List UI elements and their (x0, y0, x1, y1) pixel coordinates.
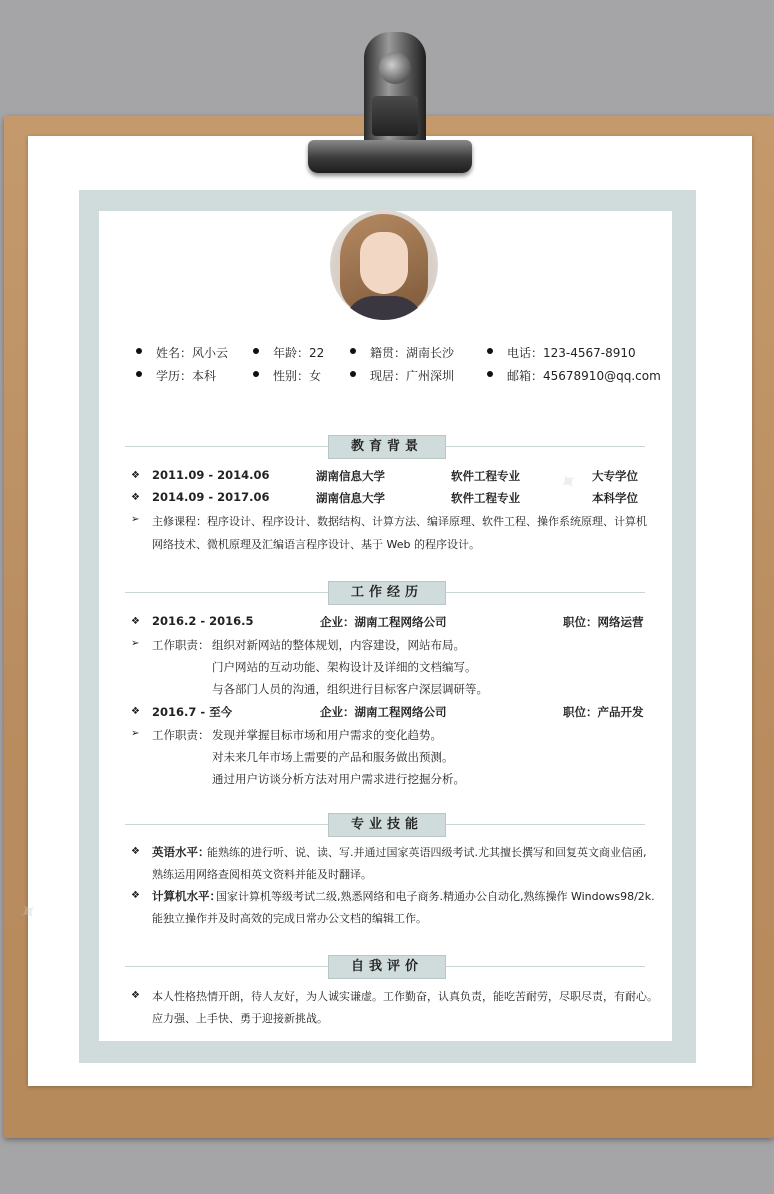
arrow-bullet-icon: ➢ (131, 638, 140, 649)
skill-english-label: 英语水平： (152, 845, 210, 859)
binder-clip-lever (372, 96, 418, 136)
edu-school: 湖南信息大学 (316, 469, 385, 483)
info-residence: 现居：广州深圳 (370, 367, 454, 384)
skill-english-text: 熟练运用网络查阅相英文资料并能及时翻译。 (152, 868, 372, 881)
edu-courses: 主修课程：程序设计、程序设计、数据结构、计算方法、编译原理、软件工程、操作系统原理、计算机 (152, 515, 647, 528)
section-title-skills: 专业技能 (328, 813, 446, 837)
diamond-bullet-icon: ❖ (131, 492, 140, 503)
info-gender: 性别：女 (273, 367, 321, 384)
info-email: 邮箱：45678910@qq.com (507, 367, 661, 384)
job-duty: 门户网站的互动功能、架构设计及详细的文档编写。 (212, 660, 477, 674)
watermark: ✦ (554, 466, 584, 499)
self-eval-text: 本人性格热情开朗，待人友好，为人诚实谦虚。工作勤奋，认真负责，能吃苦耐劳，尽职尽责，有耐心。 (152, 990, 658, 1003)
section-title-education: 教育背景 (328, 435, 446, 459)
job-period: 2016.2 - 2016.5 (152, 614, 254, 628)
edu-major: 软件工程专业 (451, 469, 520, 483)
job-duty: 对未来几年市场上需要的产品和服务做出预测。 (212, 750, 454, 764)
skill-computer-text: 能独立操作并及时高效的完成日常办公文档的编辑工作。 (152, 912, 427, 925)
info-native: 籍贯：湖南长沙 (370, 344, 454, 361)
diamond-bullet-icon: ❖ (131, 706, 140, 717)
skill-computer-text: 国家计算机等级考试二级,熟悉网络和电子商务.精通办公自动化,熟练操作 Windows98/2k. (216, 890, 655, 903)
job-company: 企业：湖南工程网络公司 (320, 615, 447, 629)
edu-degree: 大专学位 (592, 469, 638, 483)
info-name: 姓名：风小云 (156, 344, 228, 361)
job-duty-label: 工作职责： (152, 638, 210, 652)
diamond-bullet-icon: ❖ (131, 990, 140, 1001)
edu-school: 湖南信息大学 (316, 491, 385, 505)
skill-english-text: 能熟练的进行听、说、读、写.并通过国家英语四级考试.尤其擅长撰写和回复英文商业信函, (207, 846, 647, 859)
job-position: 职位：网络运营 (563, 615, 644, 629)
arrow-bullet-icon: ➢ (131, 514, 140, 525)
diamond-bullet-icon: ❖ (131, 616, 140, 627)
job-duty-label: 工作职责： (152, 728, 210, 742)
diamond-bullet-icon: ❖ (131, 890, 140, 901)
info-age: 年龄：22 (273, 344, 324, 361)
edu-courses: 网络技术、微机原理及汇编语言程序设计、基于 Web 的程序设计。 (152, 538, 480, 551)
edu-period: 2014.09 - 2017.06 (152, 490, 270, 504)
info-education: 学历：本科 (156, 367, 216, 384)
diamond-bullet-icon: ❖ (131, 846, 140, 857)
skill-computer-label: 计算机水平： (152, 889, 221, 903)
edu-major: 软件工程专业 (451, 491, 520, 505)
job-position: 职位：产品开发 (563, 705, 644, 719)
edu-degree: 本科学位 (592, 491, 638, 505)
binder-clip-plate (308, 140, 472, 173)
arrow-bullet-icon: ➢ (131, 728, 140, 739)
job-duty: 通过用户访谈分析方法对用户需求进行挖掘分析。 (212, 772, 465, 786)
diamond-bullet-icon: ❖ (131, 470, 140, 481)
section-title-work: 工作经历 (328, 581, 446, 605)
edu-period: 2011.09 - 2014.06 (152, 468, 270, 482)
binder-clip-hole (379, 52, 411, 84)
self-eval-text: 应力强、上手快、勇于迎接新挑战。 (152, 1012, 328, 1025)
watermark: ✦ (14, 896, 44, 929)
info-phone: 电话：123-4567-8910 (507, 344, 636, 361)
job-period: 2016.7 - 至今 (152, 705, 233, 719)
job-company: 企业：湖南工程网络公司 (320, 705, 447, 719)
avatar (330, 210, 438, 320)
section-title-self-eval: 自我评价 (328, 955, 446, 979)
job-duty: 组织对新网站的整体规划，内容建设，网站布局。 (212, 638, 465, 652)
job-duty: 发现并掌握目标市场和用户需求的变化趋势。 (212, 728, 442, 742)
job-duty: 与各部门人员的沟通，组织进行目标客户深层调研等。 (212, 682, 488, 696)
